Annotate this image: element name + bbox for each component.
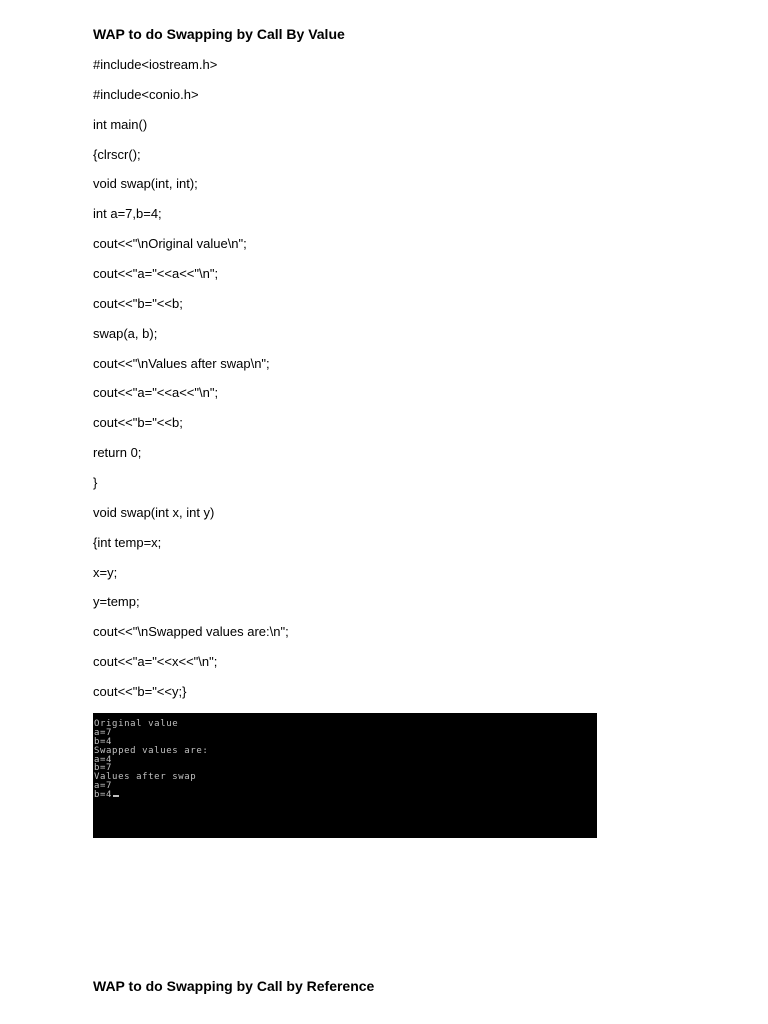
code-line: cout<<"b="<<b; [93,295,183,311]
code-listing [93,56,289,713]
console-line-text: b=4 [94,790,113,801]
console-line: Values after swap [94,772,197,783]
code-line: void swap(int x, int y) [93,504,215,520]
code-line: cout<<"a="<<x<<"\n"; [93,654,218,670]
code-line: cout<<"\nValues after swap\n"; [93,355,270,371]
code-line: void swap(int, int); [93,176,198,192]
code-line: cout<<"a="<<a<<"\n"; [93,266,219,282]
console-line-last [94,791,208,800]
code-line: cout<<"a="<<a<<"\n"; [93,385,219,401]
code-line: {int temp=x; [93,534,162,550]
code-line: cout<<"b="<<b; [93,415,183,431]
console-cursor [113,795,119,797]
console-output-screenshot [93,713,597,838]
code-line: swap(a, b); [93,325,158,341]
console-line: a=7 [94,781,113,792]
code-line: cout<<"\nOriginal value\n"; [93,236,247,252]
console-line: b=4 [94,736,113,747]
console-line: a=7 [94,727,113,738]
section-heading-call-by-reference: WAP to do Swapping by Call by Reference [93,978,375,994]
console-line: Original value [94,719,179,729]
console-lines [94,720,208,800]
code-line: #include<conio.h> [93,86,199,102]
code-line: y=temp; [93,594,140,610]
code-line: } [93,475,98,491]
console-line: b=7 [94,763,113,774]
code-line: {clrscr(); [93,146,141,162]
code-line: int a=7,b=4; [93,206,162,222]
console-line: a=4 [94,754,113,765]
code-line: int main() [93,116,148,132]
console-line: Swapped values are: [94,745,209,756]
code-line: cout<<"\nSwapped values are:\n"; [93,624,289,640]
code-line: #include<iostream.h> [93,57,218,72]
section-heading-call-by-value: WAP to do Swapping by Call By Value [93,26,345,42]
code-line: return 0; [93,445,142,461]
code-line: cout<<"b="<<y;} [93,684,187,700]
code-line: x=y; [93,564,118,580]
